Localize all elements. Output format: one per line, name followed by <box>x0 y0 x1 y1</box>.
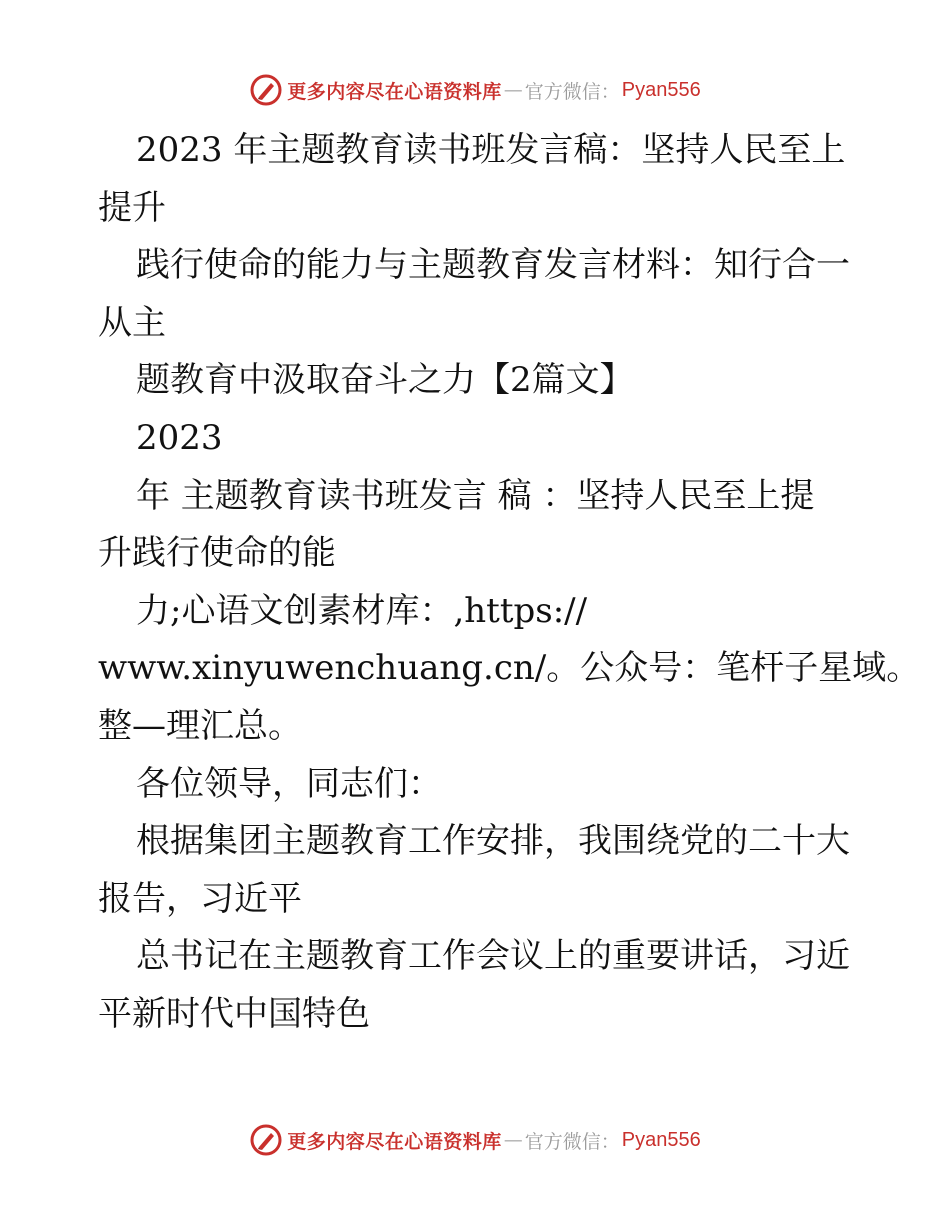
document-body <box>98 122 921 1044</box>
source-line-3: 整—理汇总。 <box>98 705 302 746</box>
header-wechat-id: Pyan556 <box>621 78 701 101</box>
header-banner-text: 更多内容尽在心语资料库 <box>287 80 502 103</box>
footer-wechat-id: Pyan556 <box>621 1128 701 1151</box>
header-wechat-label: 官方微信： <box>524 80 620 103</box>
footer-banner-separator: — <box>503 1129 523 1151</box>
header-banner <box>0 70 950 110</box>
footer-banner-text: 更多内容尽在心语资料库 <box>287 1130 502 1153</box>
subtitle-year-line: 2023 <box>136 417 223 458</box>
subtitle-line-2: 升践行使命的能 <box>98 533 336 574</box>
paragraph-line-2: 报告，习近平 <box>98 878 302 919</box>
red-circular-pen-logo-icon <box>249 1123 283 1157</box>
subtitle-line-1: 年 主题教育读书班发言 稿 ：坚持人民至上提 <box>136 475 815 516</box>
title-line-2: 提升 <box>98 187 166 228</box>
title-line-3: 践行使命的能力与主题教育发言材料：知行合一 <box>136 245 850 286</box>
paragraph-line-4: 平新时代中国特色 <box>98 993 370 1034</box>
paragraph-line-3: 总书记在主题教育工作会议上的重要讲话，习近 <box>136 936 850 977</box>
source-url-line: www.xinyuwenchuang.cn/。公众号：笔杆子星域。 <box>98 648 921 689</box>
title-line-4: 从主 <box>98 302 166 343</box>
title-line-1: 2023 年主题教育读书班发言稿：坚持人民至上 <box>136 130 846 170</box>
paragraph-line-1: 根据集团主题教育工作安排，我围绕党的二十大 <box>136 821 850 862</box>
title-line-5: 题教育中汲取奋斗之力【2篇文】 <box>136 360 634 401</box>
source-line-1: 力;心语文创素材库：,https:// <box>136 590 588 631</box>
footer-banner <box>0 1120 950 1160</box>
salutation-line: 各位领导，同志们： <box>136 763 442 804</box>
red-circular-pen-logo-icon <box>249 73 283 107</box>
footer-wechat-label: 官方微信： <box>524 1130 620 1153</box>
header-banner-separator: — <box>503 79 523 101</box>
